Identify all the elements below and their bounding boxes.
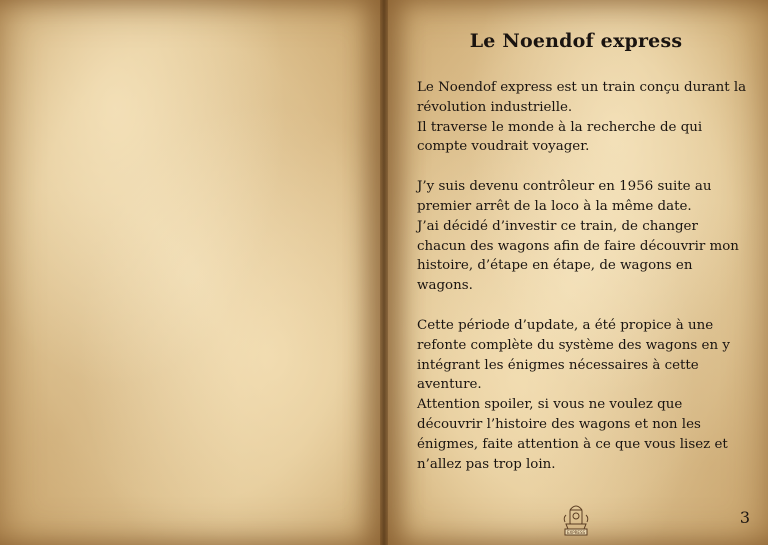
page-number: 3 [739, 508, 750, 527]
text-line: J’y suis devenu contrôleur en 1956 suite au premier arrêt de la loco à la même date. [417, 179, 712, 214]
text-line: Il traverse le monde à la recherche de qui compte voudrait voyager. [417, 119, 703, 155]
page-body [417, 78, 747, 494]
paragraph-controller [417, 177, 747, 296]
right-page [384, 0, 768, 545]
text-line: Attention spoiler, si vous ne voulez que découvrir l’histoire des wagons et non les énigmes, faite attention à ce que vous lisez et n’allez pas trop loin. [417, 397, 728, 472]
page-title: Le Noendof express [469, 30, 683, 52]
train-emblem-icon [561, 500, 591, 538]
book-spine [380, 0, 388, 545]
text-line: Cette période d’update, a été propice à une refonte complète du système des wagons en y intégrant les énigmes nécessaires à cette aventure. [417, 317, 730, 393]
text-line: Le Noendof express est un train conçu durant la révolution industrielle. [417, 80, 747, 115]
text-line: J’ai décidé d’investir ce train, de changer chacun des wagons afin de faire découvrir mon histoire, d’étape en étape, de wagons en wagons. [417, 218, 739, 294]
paragraph-update [417, 316, 747, 474]
paragraph-intro [417, 78, 747, 157]
emblem-label: EXPRESS [566, 530, 586, 535]
